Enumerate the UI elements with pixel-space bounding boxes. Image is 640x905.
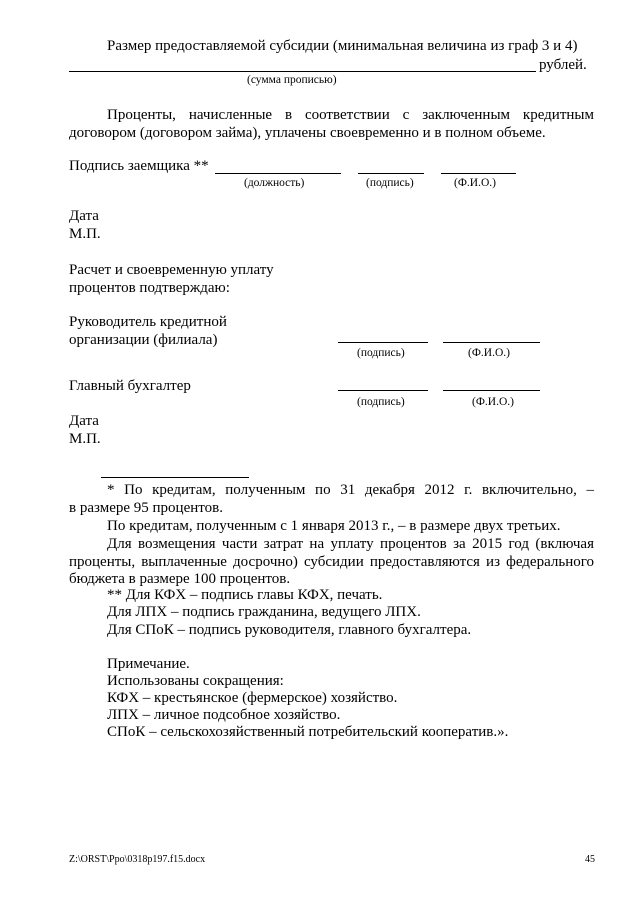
head-org-name-line[interactable] xyxy=(443,342,540,343)
stamp-label-2: М.П. xyxy=(69,431,101,447)
footnote-2: По кредитам, полученным с 1 января 2013 г., – в размере двух третьих. xyxy=(107,518,561,534)
footnote-1-line1: * По кредитам, полученным по 31 декабря 2012 г. включительно, – xyxy=(107,482,594,498)
borrower-signature-hint: (подпись) xyxy=(366,177,414,189)
footnote-1-line2: в размере 95 процентов. xyxy=(69,500,223,516)
footnote-3-line2: проценты, выплаченные досрочно) субсидии предоставляются из федерального xyxy=(69,554,594,570)
interest-statement-line2: договором (договором займа), уплачены своевременно и в полном объеме. xyxy=(69,125,546,141)
borrower-position-hint: (должность) xyxy=(244,177,305,189)
head-org-name-hint: (Ф.И.О.) xyxy=(468,347,510,359)
stamp-label-1: М.П. xyxy=(69,226,101,242)
note-abbr-kfh: КФХ – крестьянское (фермерское) хозяйство. xyxy=(107,690,398,706)
borrower-label: Подпись заемщика ** xyxy=(69,158,209,174)
footnote-separator xyxy=(101,477,249,478)
head-org-line1: Руководитель кредитной xyxy=(69,314,227,330)
confirm-line2: процентов подтверждаю: xyxy=(69,280,230,296)
note-abbr-lph: ЛПХ – личное подсобное хозяйство. xyxy=(107,707,341,723)
head-org-signature-line[interactable] xyxy=(338,342,428,343)
head-org-line2: организации (филиала) xyxy=(69,332,218,348)
accountant-signature-hint: (подпись) xyxy=(357,396,405,408)
date-label-2: Дата xyxy=(69,413,99,429)
confirm-line1: Расчет и своевременную уплату xyxy=(69,262,274,278)
amount-hint: (сумма прописью) xyxy=(247,74,337,86)
accountant-name-line[interactable] xyxy=(443,390,540,391)
accountant-name-hint: (Ф.И.О.) xyxy=(472,396,514,408)
borrower-position-line[interactable] xyxy=(215,173,341,174)
subsidy-heading: Размер предоставляемой субсидии (минимальная величина из граф 3 и 4) xyxy=(107,38,578,54)
note-title: Примечание. xyxy=(107,656,190,672)
borrower-name-line[interactable] xyxy=(441,173,516,174)
footnote-5: Для ЛПХ – подпись гражданина, ведущего ЛПХ. xyxy=(107,604,421,620)
accountant-label: Главный бухгалтер xyxy=(69,378,191,394)
head-org-signature-hint: (подпись) xyxy=(357,347,405,359)
footer-file-path: Z:\ORST\Ppo\0318p197.f15.docx xyxy=(69,854,206,865)
footer-page-number: 45 xyxy=(585,854,595,865)
borrower-name-hint: (Ф.И.О.) xyxy=(454,177,496,189)
borrower-signature-line[interactable] xyxy=(358,173,424,174)
interest-statement-line1: Проценты, начисленные в соответствии с заключенным кредитным xyxy=(107,107,594,123)
footnote-4: ** Для КФХ – подпись главы КФХ, печать. xyxy=(107,587,383,603)
footnote-3-line3: бюджета в размере 100 процентов. xyxy=(69,571,291,587)
note-abbr-spok: СПоК – сельскохозяйственный потребительский кооператив.». xyxy=(107,724,509,740)
footnote-3-line1: Для возмещения части затрат на уплату процентов за 2015 год (включая xyxy=(107,536,594,552)
accountant-signature-line[interactable] xyxy=(338,390,428,391)
currency-label: рублей. xyxy=(539,57,587,73)
subsidy-amount-line[interactable] xyxy=(69,71,536,72)
note-intro: Использованы сокращения: xyxy=(107,673,284,689)
date-label-1: Дата xyxy=(69,208,99,224)
footnote-6: Для СПоК – подпись руководителя, главного бухгалтера. xyxy=(107,622,472,638)
